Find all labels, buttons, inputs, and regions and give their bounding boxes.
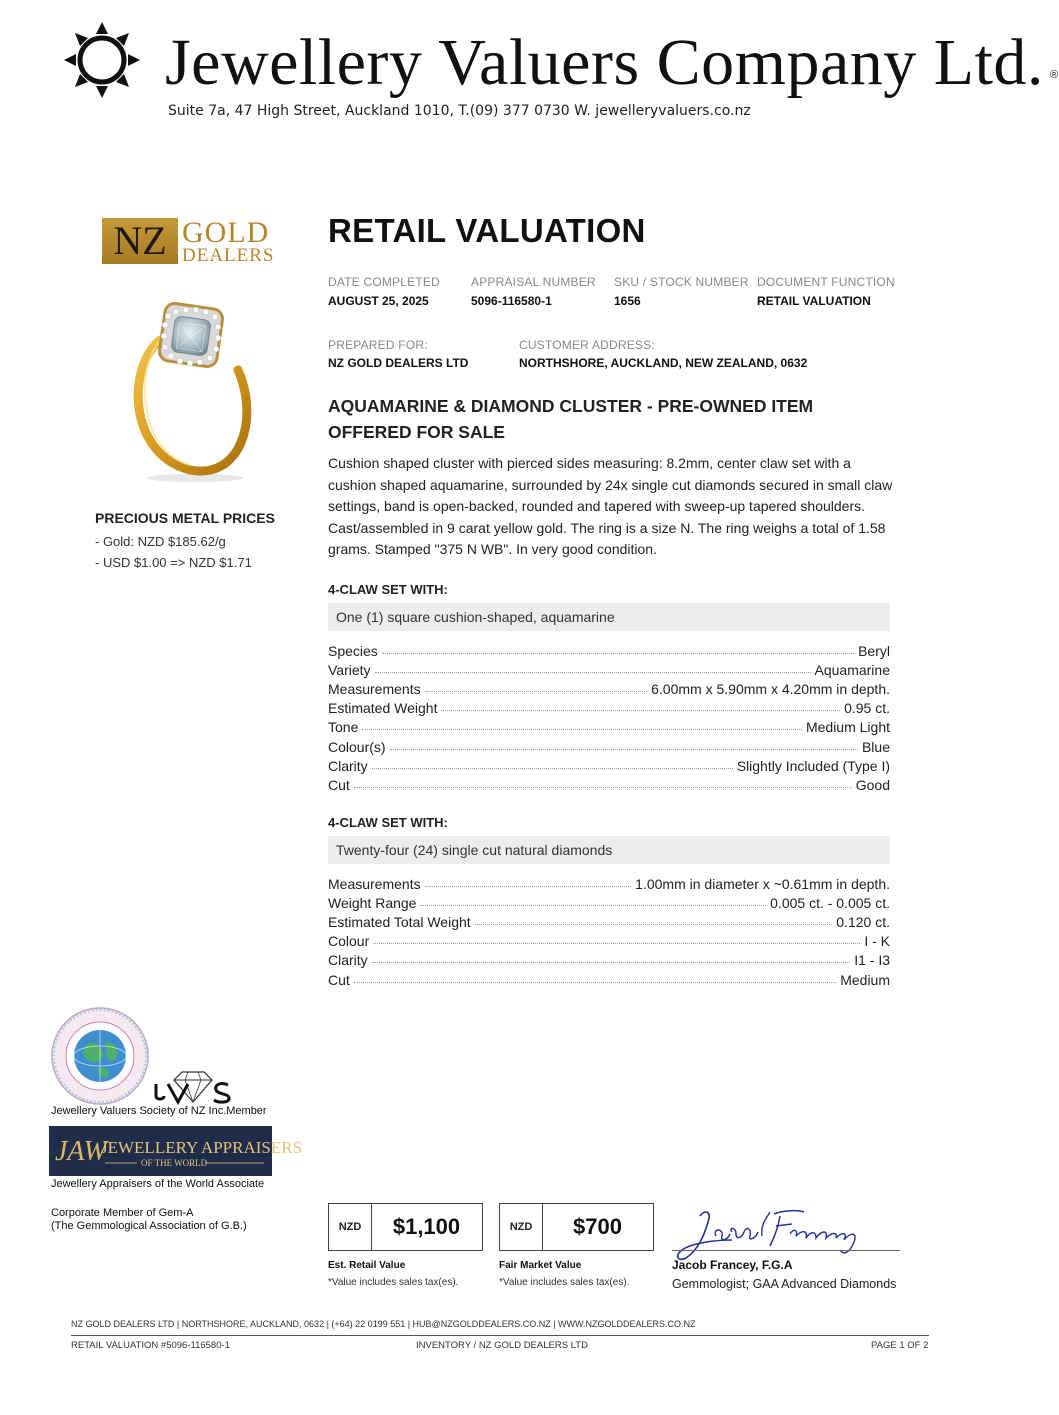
gema-membership: [51, 1207, 247, 1233]
leader-dots: [375, 672, 811, 673]
stone-2-summary: Twenty-four (24) single cut natural diamonds: [328, 836, 890, 864]
footer-divider: [71, 1335, 929, 1336]
leader-dots: [441, 710, 840, 711]
appraisal-number-label: APPRAISAL NUMBER: [471, 275, 596, 289]
leader-dots: [372, 962, 851, 963]
spec-value: Medium: [840, 971, 890, 988]
jvs-caption: Jewellery Valuers Society of NZ Inc.Member: [51, 1105, 267, 1117]
company-name: Jewellery Valuers Company Ltd. ®: [165, 26, 1059, 99]
spec-value: Blue: [861, 738, 890, 755]
fair-value-box: [499, 1203, 654, 1251]
spec-row: [328, 640, 890, 659]
logo-gold-text: GOLD: [182, 216, 270, 249]
retail-currency: NZD: [329, 1204, 372, 1250]
spec-key: Measurements: [328, 681, 421, 698]
footer-page-number: PAGE 1 OF 2: [871, 1340, 929, 1351]
nz-gold-dealers-logo: [102, 218, 282, 266]
spec-row: [328, 716, 890, 735]
appraisal-number-value: 5096-116580-1: [471, 294, 552, 308]
document-title: RETAIL VALUATION: [328, 212, 646, 249]
leader-dots: [354, 982, 836, 983]
sku-value: 1656: [614, 294, 641, 308]
spec-value: Medium Light: [805, 719, 890, 736]
spec-value: Beryl: [858, 643, 890, 660]
svg-text:JAW: JAW: [55, 1136, 107, 1167]
svg-text:JEWELLERY APPRAISERS: JEWELLERY APPRAISERS: [101, 1138, 303, 1157]
spec-key: Colour(s): [328, 738, 386, 755]
spec-key: Cut: [328, 776, 350, 793]
ring-photo: [120, 300, 270, 480]
fair-value-note: *Value includes sales tax(es).: [499, 1277, 630, 1288]
spec-key: Colour: [328, 933, 370, 950]
spec-key: Species: [328, 643, 378, 660]
spec-row: [328, 735, 890, 754]
svg-text:OF THE WORLD: OF THE WORLD: [141, 1158, 208, 1168]
logo-dealers-text: DEALERS: [182, 245, 275, 266]
leader-dots: [425, 691, 648, 692]
fair-amount: $700: [573, 1214, 622, 1239]
document-function-label: DOCUMENT FUNCTION: [757, 275, 895, 289]
spec-key: Estimated Total Weight: [328, 914, 471, 931]
item-title: AQUAMARINE & DIAMOND CLUSTER - PRE-OWNED ITEM OFFERED FOR SALE: [328, 396, 814, 442]
registered-mark: ®: [1049, 69, 1059, 81]
fair-value-label: Fair Market Value: [499, 1260, 582, 1271]
spec-value: 0.005 ct. - 0.005 ct.: [770, 895, 890, 912]
spec-key: Clarity: [328, 952, 368, 969]
spec-value: Good: [855, 776, 890, 793]
item-description: Cushion shaped cluster with pierced sides measuring: 8.2mm, center claw set with a cushion shaped aquamarine, surrounded by 24x single cut diamonds secured in small claw settings, band is open-backed, rounded and tapered with sweep-up tapered shoulders. Cast/assembled in 9 carat yellow gold. The ring is a size N. The ring weighs a total of 1.58 grams. Stamped "375 N WB". In very good condition.: [328, 455, 893, 557]
spec-value: 0.95 ct.: [844, 700, 890, 717]
jaw-caption: Jewellery Appraisers of the World Associate: [51, 1178, 265, 1190]
sku-label: SKU / STOCK NUMBER: [614, 275, 749, 289]
gold-price: - Gold: NZD $185.62/g: [95, 534, 226, 549]
spec-key: Weight Range: [328, 895, 417, 912]
leader-dots: [362, 729, 802, 730]
signature-line: [672, 1250, 900, 1251]
spec-key: Tone: [328, 719, 359, 736]
company-logo-icon: [64, 22, 140, 98]
jvs-seal-icon: [50, 1006, 150, 1106]
spec-key: Variety: [328, 662, 371, 679]
spec-row: [328, 755, 890, 774]
spec-row: [328, 949, 890, 968]
stone-2-heading: 4-CLAW SET WITH:: [328, 815, 448, 830]
spec-value: I1 - I3: [854, 952, 890, 969]
leader-dots: [390, 749, 858, 750]
leader-dots: [425, 886, 632, 887]
spec-row: [328, 873, 890, 892]
jaw-logo-icon: [49, 1126, 303, 1176]
fair-currency: NZD: [500, 1204, 543, 1250]
stone-1-specs: [328, 640, 890, 793]
spec-row: [328, 697, 890, 716]
signatory-role: Gemmologist; GAA Advanced Diamonds: [672, 1277, 897, 1291]
stone-1-summary: One (1) square cushion-shaped, aquamarine: [328, 603, 890, 631]
footer-document-ref: RETAIL VALUATION #5096-116580-1: [71, 1340, 230, 1351]
signatory-name: Jacob Francey, F.G.A: [672, 1258, 793, 1272]
spec-value: 6.00mm x 5.90mm x 4.20mm in depth.: [651, 681, 890, 698]
stone-1-heading: 4-CLAW SET WITH:: [328, 582, 448, 597]
spec-key: Clarity: [328, 757, 368, 774]
prepared-for-value: NZ GOLD DEALERS LTD: [328, 356, 469, 370]
leader-dots: [475, 924, 833, 925]
spec-key: Cut: [328, 971, 350, 988]
leader-dots: [354, 787, 852, 788]
leader-dots: [372, 768, 733, 769]
spec-value: Aquamarine: [814, 662, 890, 679]
handwritten-signature: [672, 1206, 902, 1264]
retail-amount: $1,100: [392, 1214, 461, 1239]
spec-row: [328, 659, 890, 678]
spec-row: [328, 930, 890, 949]
company-address: Suite 7a, 47 High Street, Auckland 1010, T.(09) 377 0730 W. jewelleryvaluers.co.nz: [168, 103, 751, 119]
date-completed-value: AUGUST 25, 2025: [328, 294, 429, 308]
leader-dots: [382, 653, 854, 654]
retail-value-label: Est. Retail Value: [328, 1260, 406, 1271]
customer-address-value: NORTHSHORE, AUCKLAND, NEW ZEALAND, 0632: [519, 356, 808, 370]
spec-row: [328, 968, 890, 987]
footer-contact: NZ GOLD DEALERS LTD | NORTHSHORE, AUCKLAND, 0632 | (+64) 22 0199 551 | HUB@NZGOLDDEALERS.CO.NZ | WWW.NZGOLDDEALERS.CO.NZ: [71, 1319, 696, 1329]
logo-nz-text: NZ: [102, 218, 178, 264]
jvs-diamond-logo-icon: [152, 1070, 234, 1104]
spec-row: [328, 911, 890, 930]
spec-value: 1.00mm in diameter x ~0.61mm in depth.: [635, 876, 890, 893]
spec-key: Estimated Weight: [328, 700, 438, 717]
leader-dots: [373, 943, 860, 944]
retail-value-box: [328, 1203, 483, 1251]
stone-2-specs: [328, 873, 890, 988]
document-function-value: RETAIL VALUATION: [757, 294, 871, 308]
spec-row: [328, 774, 890, 793]
spec-row: [328, 892, 890, 911]
gema-line-1: Corporate Member of Gem-A: [51, 1207, 194, 1219]
customer-address-label: CUSTOMER ADDRESS:: [519, 338, 655, 352]
spec-value: Slightly Included (Type I): [736, 757, 890, 774]
date-completed-label: DATE COMPLETED: [328, 275, 440, 289]
spec-row: [328, 678, 890, 697]
spec-key: Measurements: [328, 876, 421, 893]
spec-value: I - K: [864, 933, 890, 950]
leader-dots: [420, 905, 766, 906]
gema-line-2: (The Gemmological Association of G.B.): [51, 1220, 247, 1232]
metal-prices-heading: PRECIOUS METAL PRICES: [95, 510, 275, 526]
retail-value-note: *Value includes sales tax(es).: [328, 1277, 459, 1288]
exchange-rate: - USD $1.00 => NZD $1.71: [95, 555, 252, 570]
spec-value: 0.120 ct.: [836, 914, 890, 931]
prepared-for-label: PREPARED FOR:: [328, 338, 428, 352]
footer-inventory: INVENTORY / NZ GOLD DEALERS LTD: [416, 1340, 588, 1351]
